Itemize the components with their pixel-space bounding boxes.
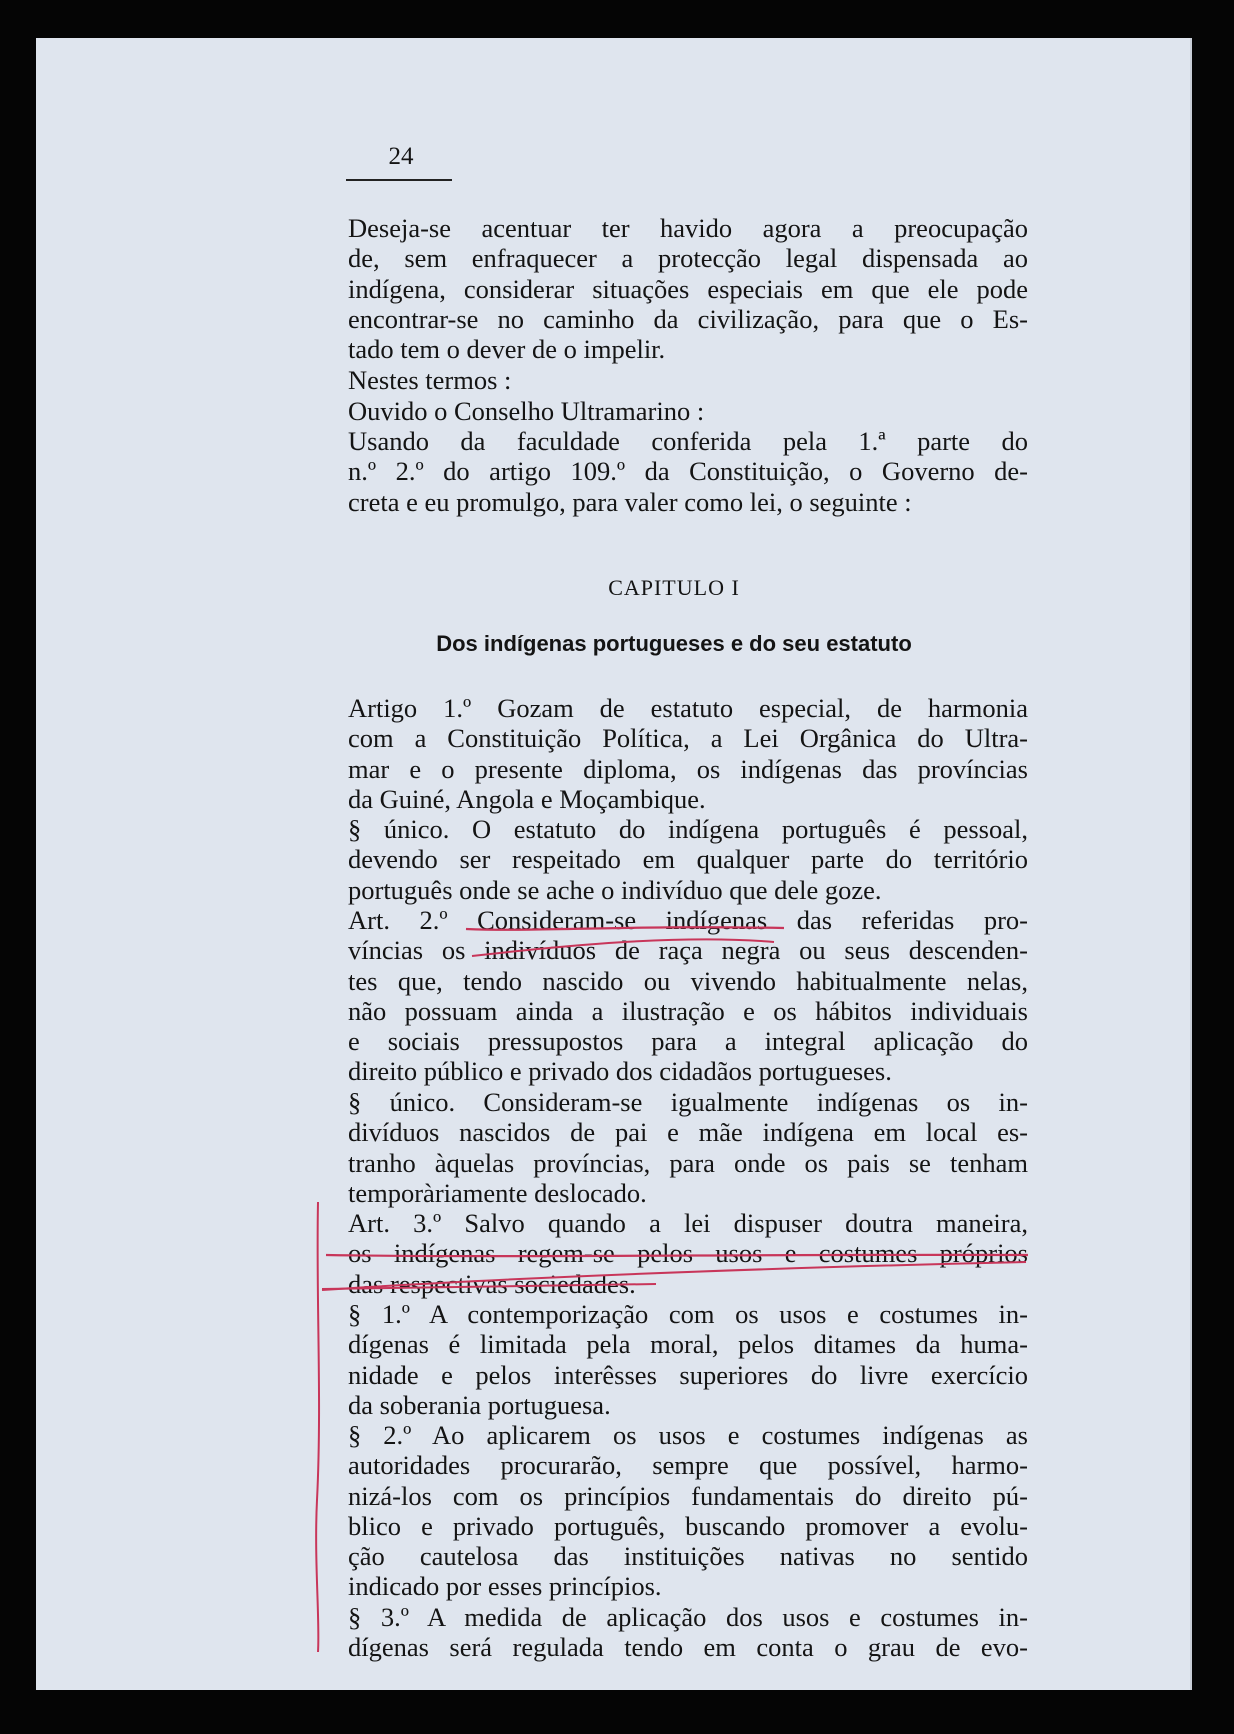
text-line: creta e eu promulgo, para valer como lei, o seguinte :	[348, 486, 912, 517]
text-line: nizá-los com os princípios fundamentais do direito pú-	[348, 1480, 1028, 1511]
text-line: Art. 2.º Consideram-se indígenas das referidas pro-	[348, 905, 1028, 935]
text-line: § 2.º Ao aplicarem os usos e costumes indígenas as	[348, 1420, 1028, 1450]
text-line: Ouvido o Conselho Ultramarino :	[348, 396, 705, 426]
text-line: tado tem o dever de o impelir.	[348, 334, 666, 365]
text-line: Artigo 1.º Gozam de estatuto especial, de harmonia	[348, 693, 1028, 723]
article-2	[320, 905, 1028, 1087]
text-line: ção cautelosa das instituições nativas no sentido	[348, 1541, 1028, 1572]
text-line: autoridades procurarão, sempre que possível, harmo-	[348, 1450, 1028, 1481]
text-line: divíduos nascidos de pai e mãe indígena em local es-	[348, 1117, 1028, 1148]
text-line: das respectivas sociedades.	[348, 1268, 636, 1299]
text-line: § único. O estatuto do indígena português é pessoal,	[348, 814, 1028, 844]
text-line: de, sem enfraquecer a protecção legal dispensada ao	[348, 243, 1028, 274]
text-line: § 3.º A medida de aplicação dos usos e costumes in-	[348, 1602, 1028, 1632]
text-line: da soberania portuguesa.	[348, 1389, 611, 1420]
article-1-sole-paragraph	[320, 814, 1028, 905]
text-line: Nestes termos :	[348, 365, 512, 395]
text-line: Usando da faculdade conferida pela 1.ª parte do	[348, 426, 1028, 456]
text-line: tes que, tendo nascido ou vivendo habitualmente nelas,	[348, 965, 1028, 996]
text-line: direito público e privado dos cidadãos portugueses.	[348, 1056, 892, 1087]
text-line: encontrar-se no caminho da civilização, para que o Es-	[348, 303, 1028, 334]
article-3-paragraph-1	[320, 1299, 1028, 1420]
text-line: com a Constituição Política, a Lei Orgânica do Ultra-	[348, 723, 1028, 754]
article-3-paragraph-2	[320, 1420, 1028, 1602]
text-line: e sociais pressupostos para a integral aplicação do	[348, 1026, 1028, 1057]
text-line: § 1.º A contemporização com os usos e costumes in-	[348, 1299, 1028, 1329]
article-1	[320, 693, 1028, 814]
intro-paragraph-4	[320, 426, 1028, 517]
article-3	[320, 1208, 1028, 1299]
chapter-label: CAPITULO I	[608, 575, 740, 600]
text-line: indicado por esses princípios.	[348, 1571, 662, 1602]
page-number-rule	[346, 179, 452, 181]
page-number: 24	[388, 143, 414, 170]
text-line: víncias os indivíduos de raça negra ou seus descenden-	[348, 935, 1028, 966]
text-line: blico e privado português, buscando promover a evolu-	[348, 1510, 1028, 1541]
intro-paragraph-2	[320, 365, 1028, 395]
article-3-paragraph-3	[320, 1602, 1028, 1663]
text-line: dígenas será regulada tendo em conta o grau de evo-	[348, 1632, 1028, 1663]
text-line: temporàriamente deslocado.	[348, 1177, 647, 1208]
text-line: devendo ser respeitado em qualquer parte do território	[348, 844, 1028, 875]
text-line: dígenas é limitada pela moral, pelos ditames da huma-	[348, 1329, 1028, 1360]
chapter-title: Dos indígenas portugueses e do seu estatuto	[436, 631, 912, 656]
text-line: os indígenas regem-se pelos usos e costumes próprios	[348, 1238, 1028, 1269]
text-line: indígena, considerar situações especiais em que ele pode	[348, 273, 1028, 304]
intro-paragraph-1	[320, 213, 1028, 364]
text-line: tranho àquelas províncias, para onde os pais se tenham	[348, 1147, 1028, 1178]
text-line: Art. 3.º Salvo quando a lei dispuser doutra maneira,	[348, 1208, 1028, 1238]
text-line: Deseja-se acentuar ter havido agora a preocupação	[348, 213, 1028, 243]
text-line: nidade e pelos interêsses superiores do livre exercício	[348, 1359, 1028, 1390]
text-line: português onde se ache o indivíduo que dele goze.	[348, 874, 882, 905]
text-line: n.º 2.º do artigo 109.º da Constituição, o Governo de-	[348, 456, 1028, 487]
article-2-sole-paragraph	[320, 1087, 1028, 1208]
text-line: § único. Consideram-se igualmente indígenas os in-	[348, 1087, 1028, 1117]
text-line: mar e o presente diploma, os indígenas das províncias	[348, 753, 1028, 784]
text-line: não possuam ainda a ilustração e os hábitos individuais	[348, 995, 1028, 1026]
intro-paragraph-3	[320, 396, 1028, 426]
text-line: da Guiné, Angola e Moçambique.	[348, 783, 706, 814]
